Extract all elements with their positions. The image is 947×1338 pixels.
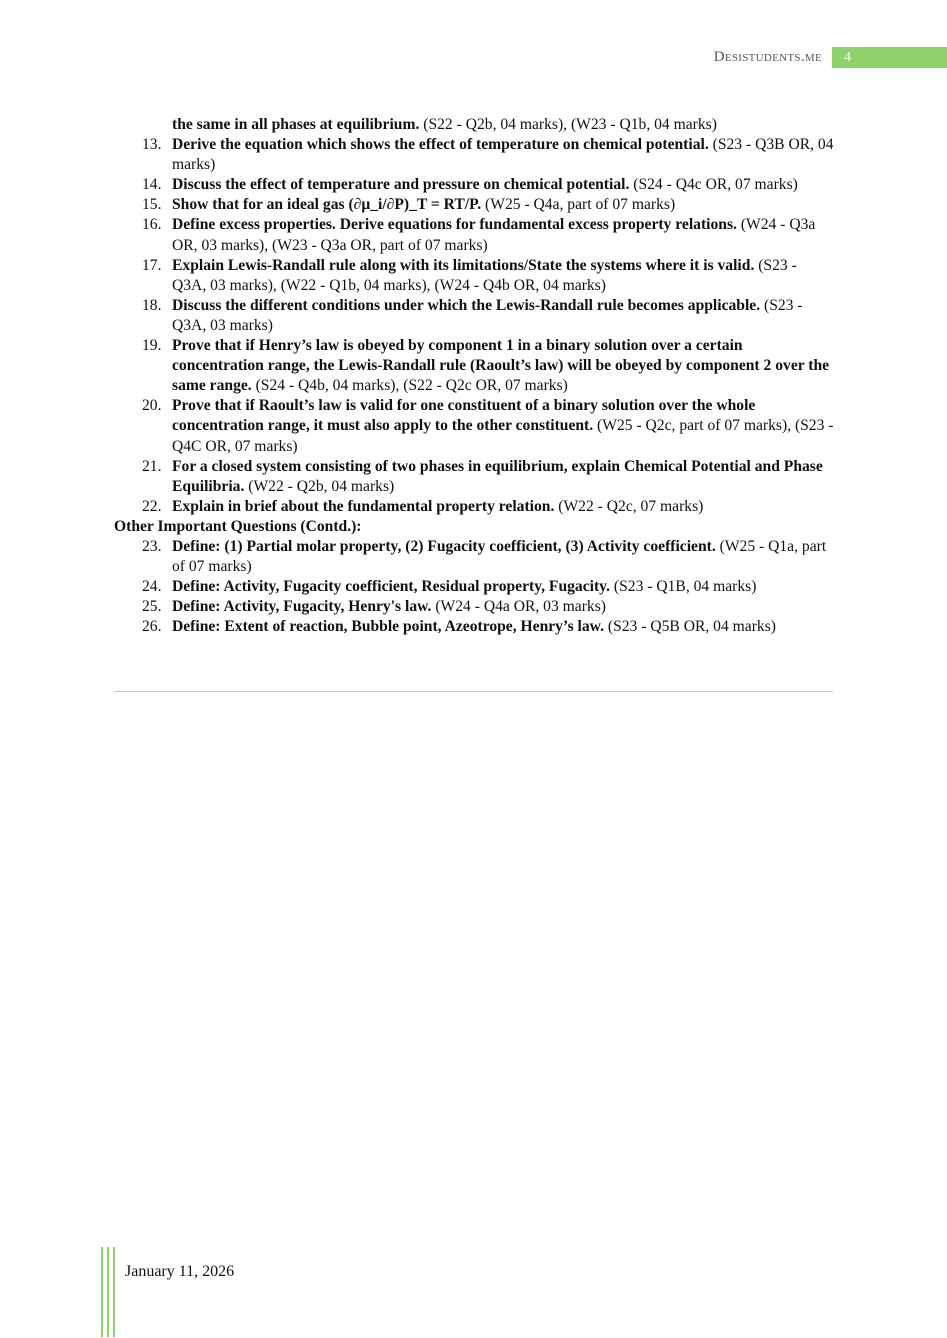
question-source: (W25 - Q2c, part of 07 marks), (S23 - Q4C OR, 07 marks) [172,417,834,455]
question-list [114,135,834,517]
question-text: Show that for an ideal gas (∂μ_i/∂P)_T = RT/P. [172,196,482,214]
question-text: Prove that if Raoult’s law is valid for one constituent of a binary solution over the whole concentration range, it must also apply to the other constituent. [172,397,756,435]
question-number: 15. [142,196,162,214]
section-heading: Other Important Questions (Contd.): [114,517,362,535]
question-source: (W25 - Q4a, part of 07 marks) [481,196,676,214]
list-item [114,175,834,195]
list-item [114,215,834,255]
footer-date: January 11, 2026 [125,1263,235,1280]
question-source: (W24 - Q4a OR, 03 marks) [431,598,606,616]
question-source: (W24 - Q3a OR, 03 marks), (W23 - Q3a OR, part of 07 marks) [172,216,816,254]
question-source: (S22 - Q2b, 04 marks), (W23 - Q1b, 04 marks) [419,116,717,133]
list-item [114,617,834,637]
question-text: Explain in brief about the fundamental property relation. [172,497,555,515]
list-item [114,396,834,456]
question-text: Define excess properties. Derive equations for fundamental excess property relations. [172,216,737,234]
question-text: Discuss the different conditions under which the Lewis-Randall rule becomes applicable. [172,296,761,314]
question-text: Define: (1) Partial molar property, (2) Fugacity coefficient, (3) Activity coefficient. [172,537,716,555]
footer-accent-bars [101,1247,117,1337]
question-number: 17. [142,256,162,274]
question-number: 18. [142,296,162,314]
site-name: Desistudents.me [713,49,822,65]
question-source: (W22 - Q2b, 04 marks) [244,477,395,495]
question-number: 14. [142,176,162,194]
question-source: (S23 - Q5B OR, 04 marks) [603,618,776,636]
question-number: 24. [142,578,162,596]
question-list-other [114,537,834,637]
question-number: 19. [142,337,162,355]
list-item [114,195,834,215]
list-item [114,597,834,617]
question-text: Define: Extent of reaction, Bubble point, Azeotrope, Henry’s law. [172,618,604,636]
question-number: 16. [142,216,162,234]
question-number: 25. [142,598,162,616]
list-item [114,577,834,597]
question-number: 21. [142,457,162,475]
question-source: (S23 - Q3B OR, 04 marks) [172,136,834,174]
list-item [114,336,834,396]
question-source: (W22 - Q2c, 07 marks) [554,497,704,515]
page-header [714,47,947,68]
question-number: 23. [142,537,162,555]
question-source: (S24 - Q4c OR, 07 marks) [629,176,798,194]
list-item [114,135,834,175]
question-source: (S23 - Q1B, 04 marks) [610,578,757,596]
question-number: 20. [142,397,162,415]
question-source: (S24 - Q4b, 04 marks), (S22 - Q2c OR, 07 marks) [251,377,568,395]
page-number: 4 [832,47,947,68]
list-item [114,296,834,336]
content-divider [114,691,833,692]
document-body [114,115,834,637]
question-text: For a closed system consisting of two phases in equilibrium, explain Chemical Potential and Phase Equilibria. [172,457,823,495]
question-text: the same in all phases at equilibrium. [172,116,420,133]
question-number: 22. [142,497,162,515]
question-text: Derive the equation which shows the effect of temperature on chemical potential. [172,136,709,154]
question-source: (W25 - Q1a, part of 07 marks) [172,537,827,576]
question-number: 26. [142,618,162,636]
question-text: Discuss the effect of temperature and pressure on chemical potential. [172,176,630,194]
question-text: Define: Activity, Fugacity coefficient, Residual property, Fugacity. [172,578,611,596]
question-text: Define: Activity, Fugacity, Henry's law. [172,598,432,616]
question-source: (S23 - Q3A, 03 marks), (W22 - Q1b, 04 marks), (W24 - Q4b OR, 04 marks) [172,256,797,294]
question-number: 13. [142,136,162,154]
list-item [114,256,834,296]
question-text: Explain Lewis-Randall rule along with its limitations/State the systems where it is valid. [172,256,755,274]
question-text: Prove that if Henry’s law is obeyed by component 1 in a binary solution over a certain concentration range, the Lewis-Randall rule (Raoult’s law) will be obeyed by component 2 over the same range. [172,337,830,395]
list-item [114,537,834,577]
carryover-question [114,115,834,135]
question-source: (S23 - Q3A, 03 marks) [172,296,803,334]
list-item [114,457,834,497]
list-item [114,497,834,517]
